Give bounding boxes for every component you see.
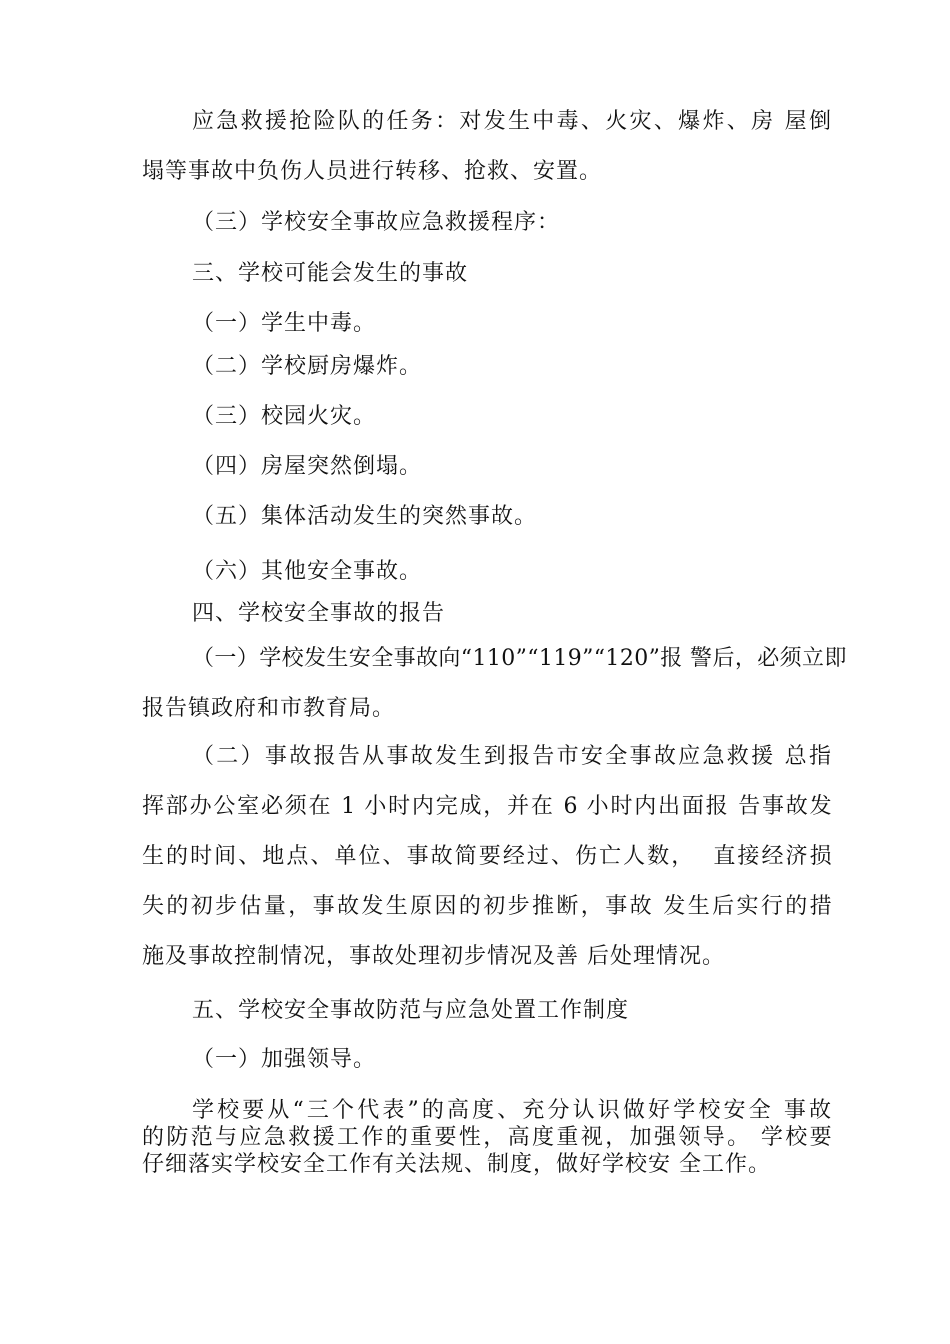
list-item: （六）其他安全事故。 bbox=[192, 559, 423, 584]
section-heading: 五、学校安全事故防范与应急处置工作制度 bbox=[192, 998, 630, 1023]
paragraph-line: （三）学校安全事故应急救援程序： bbox=[192, 210, 561, 235]
section-heading: 四、学校安全事故的报告 bbox=[192, 601, 446, 626]
paragraph-line: 应急救援抢险队的任务：对发生中毒、火灾、爆炸、房 屋倒 bbox=[192, 109, 832, 134]
list-item: （一）学生中毒。 bbox=[192, 311, 377, 336]
section-heading: 三、学校可能会发生的事故 bbox=[192, 261, 469, 286]
paragraph-line: 施及事故控制情况，事故处理初步情况及善 后处理情况。 bbox=[142, 944, 725, 969]
paragraph-line: 的防范与应急救援工作的重要性，高度重视，加强领导。 学校要 bbox=[142, 1125, 832, 1150]
paragraph-line: （一）学校发生安全事故向“110”“119”“120”报 警后，必须立即 bbox=[192, 646, 847, 671]
paragraph-line: 学校要从“三个代表”的高度、充分认识做好学校安全 事故 bbox=[192, 1098, 832, 1123]
paragraph-line: 仔细落实学校安全工作有关法规、制度，做好学校安 全工作。 bbox=[142, 1152, 771, 1177]
paragraph-line: 报告镇政府和市教育局。 bbox=[142, 696, 396, 721]
paragraph-line: 失的初步估量，事故发生原因的初步推断，事故 发生后实行的措 bbox=[142, 894, 832, 919]
list-item: （二）学校厨房爆炸。 bbox=[192, 354, 423, 379]
list-item: （四）房屋突然倒塌。 bbox=[192, 454, 423, 479]
subsection-heading: （一）加强领导。 bbox=[192, 1047, 377, 1072]
list-item: （五）集体活动发生的突然事故。 bbox=[192, 504, 538, 529]
paragraph-line: 塌等事故中负伤人员进行转移、抢救、安置。 bbox=[142, 159, 603, 184]
paragraph-line: 生的时间、地点、单位、事故简要经过、伤亡人数， 直接经济损 bbox=[142, 844, 832, 869]
paragraph-line: （二）事故报告从事故发生到报告市安全事故应急救援 总指 bbox=[192, 744, 832, 769]
paragraph-line: 挥部办公室必须在 1 小时内完成，并在 6 小时内出面报 告事故发 bbox=[142, 794, 832, 819]
list-item: （三）校园火灾。 bbox=[192, 404, 377, 429]
